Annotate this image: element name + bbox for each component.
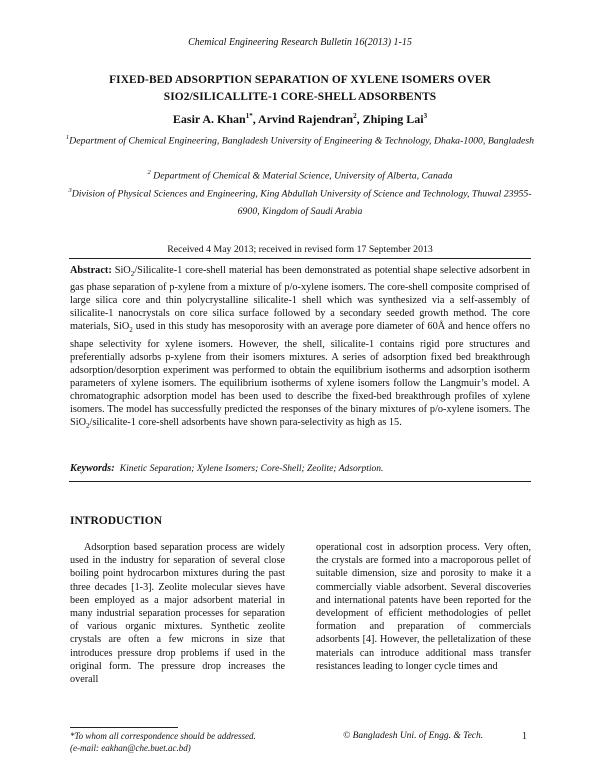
paper-title (60, 72, 540, 106)
title-line-1: FIXED-BED ADSORPTION SEPARATION OF XYLENE ISOMERS OVER (109, 74, 491, 86)
author-list: Easir A. Khan$^{1*}$, Arvind Rajendran$^2$, Zhiping Lai$^3$ (172, 112, 428, 126)
author-name: Zhiping Lai (362, 112, 424, 126)
received-dates: Received 4 May 2013; received in revised form 17 September 2013 (167, 244, 433, 255)
footnote-email: (e-mail: eakhan@che.buet.ac.bd) (70, 743, 191, 753)
author-name: Arvind Rajendran (258, 112, 354, 126)
page-number: 1 (522, 731, 527, 742)
subscript-2: 2 (86, 422, 90, 431)
abstract-top-rule (69, 258, 531, 259)
body-column-right (316, 541, 531, 673)
footnote-rule (70, 727, 178, 728)
abstract (70, 264, 530, 433)
subscript-2: 2 (129, 326, 133, 335)
abstract-label: Abstract: (70, 265, 112, 276)
keywords (70, 463, 530, 474)
section-heading: INTRODUCTION (70, 515, 163, 527)
footnote-line-1: *To whom all correspondence should be addressed. (70, 731, 256, 741)
journal-header: Chemical Engineering Research Bulletin 16(2013) 1-15 (188, 37, 412, 48)
affiliation-mark: 1 (65, 134, 70, 141)
body-column-left (70, 541, 285, 686)
affiliation-mark: 3 (68, 187, 72, 194)
affiliation-1 (60, 129, 540, 150)
keywords-label: Keywords: (70, 463, 115, 474)
subscript-2: 2 (130, 270, 135, 279)
footnote (70, 730, 256, 754)
body-paragraph: operational cost in adsorption process. Very often, the crystals are formed into a macroporous pellet of suitable dimension, size and porosity to make it a commercially viable adsorbent. Several discoveries and international patents have been reported for the development of efficient methodologies of pellet formation and preparation of commercials adsorbents [4]. However, the pelletalization of these materials can introduce additional mass transfer resistances leading to longer cycle times and (316, 542, 531, 672)
affiliation-text: Division of Physical Sciences and Engineering, King Abdullah University of Science and Technology, Thuwal 23955-6900, Kingdom of Saudi Arabia (71, 188, 532, 217)
affiliation-text: Department of Chemical & Material Science, University of Alberta, Canada (153, 170, 453, 182)
affiliation-text: Department of Chemical Engineering, Bangladesh University of Engineering & Technology, Dhaka-1000, Bangladesh (69, 135, 535, 147)
keywords-bottom-rule (69, 481, 531, 482)
keywords-text: Kinetic Separation; Xylene Isomers; Core-Shell; Zeolite; Adsorption. (119, 464, 384, 474)
abstract-text-1: /Silicalite-1 core-shell material has been demonstrated as potential shape selective adsorbent in gas phase separation of p-xylene from a mixture of p/o-xylene isomers. The core-shell composite comprised of large silica core and thin polycrystalline silicalite-1 shell which was synthesized via a self-assembly of silicalite-1 nanocrystals on core silica surface followed by a secondary seeded growth method. The core materials, SiO (70, 265, 530, 333)
author-mark: 3 (423, 112, 428, 120)
copyright: © Bangladesh Uni. of Engg. & Tech. (343, 731, 484, 741)
abstract-text-3: /silicalite-1 core-shell adsorbents have shown para-selectivity as high as 15. (89, 417, 402, 429)
title-line-2: SIO2/SILICALLITE-1 CORE-SHELL ADSORBENTS (163, 91, 437, 103)
body-paragraph: Adsorption based separation process are widely used in the industry for separation of several close boiling point hydrocarbon mixtures during the past three decades [1-3]. Zeolite molecular sieves have been employed as a major adsorbent material in many industrial separation processes for separation of various organic mixtures. Synthetic zeolite crystals are often a few microns in size that introduces pressure drop problems if used in the original form. The pressure drop increases the overall (70, 542, 285, 686)
author-mark: 2 (353, 112, 357, 120)
author-mark: 1* (245, 112, 253, 120)
abstract-sio2: SiO (114, 265, 131, 276)
affiliation-mark: 2 (147, 169, 151, 176)
abstract-text-2: used in this study has mesoporosity with an average pore diameter of 60Å and hence offers no shape selectivity for xylene isomers. However, the shell, silicalite-1 contains rigid pore structures and preferentially adsorbs p-xylene from their isomers mixtures. A series of adsorption fixed bed breakthrough adsorption/desorption experiment was performed to obtain the equilibrium isotherms and adsorption isotherm parameters of xylene isomers. The equilibrium isotherms of xylene isomers follow the Langmuir’s model. A chromatographic adsorption model has been used to describe the fixed-bed breakthrough profiles of xylene isomers. The model has successfully predicted the responses of the binary mixtures of p/o-xylene isomers. The SiO (70, 321, 530, 429)
author-name: Easir A. Khan (172, 112, 246, 126)
affiliation-3 (60, 182, 540, 220)
